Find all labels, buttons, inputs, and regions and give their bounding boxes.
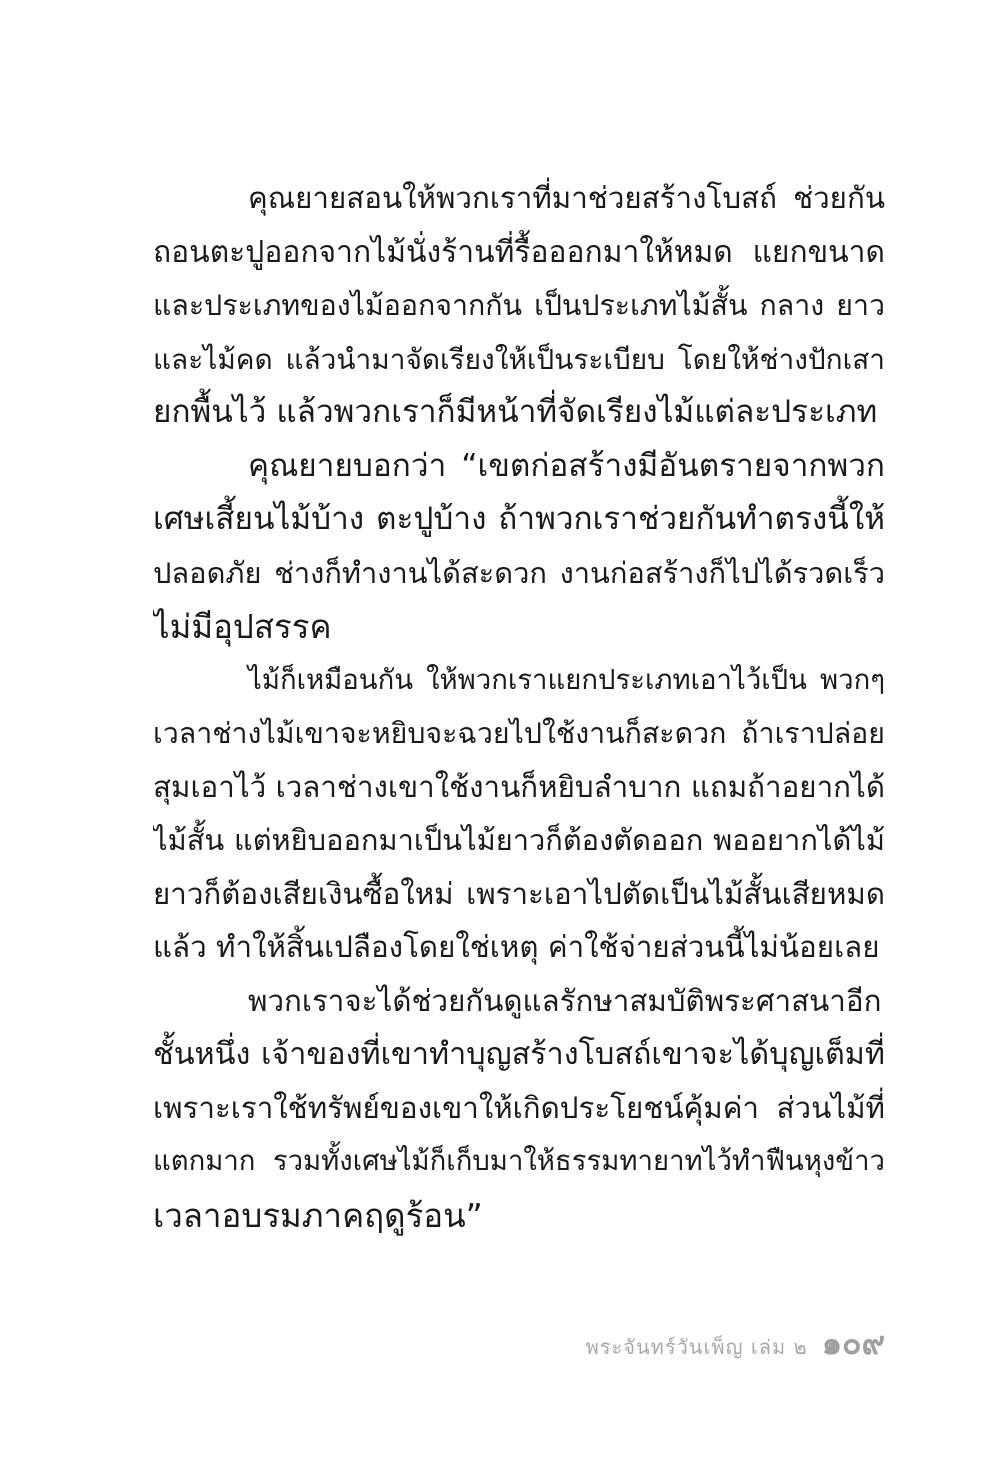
text-line: และประเภทของไม้ออกจากกัน เป็นประเภทไม้สั้น กลาง ยาว xyxy=(153,289,885,322)
text-line: แตกมาก รวมทั้งเศษไม้ก็เก็บมาให้ธรรมทายาทไว้ทำฟืนหุงข้าว xyxy=(153,1145,885,1177)
text-line: ไม่มีอุปสรรค xyxy=(153,607,332,646)
page-body xyxy=(153,172,885,1242)
text-line: ไม้ก็เหมือนกัน ให้พวกเราแยกประเภทเอาไว้เป็น พวกๆ xyxy=(248,663,885,696)
running-book-title: พระจันทร์วันเพ็ญ เล่ม ๒ xyxy=(585,1335,808,1359)
text-line: เพราะเราใช้ทรัพย์ของเขาให้เกิดประโยชน์คุ้มค่า ส่วนไม้ที่ xyxy=(153,1090,885,1125)
text-line: คุณยายบอกว่า “เขตก่อสร้างมีอันตรายจากพวก xyxy=(248,447,885,484)
text-line: ถอนตะปูออกจากไม้นั่งร้านที่รื้อออกมาให้หมด แยกขนาด xyxy=(153,234,885,270)
paragraph-4 xyxy=(153,975,885,1243)
text-line: และไม้คด แล้วนำมาจัดเรียงให้เป็นระเบียบ โดยให้ช่างปักเสา xyxy=(153,342,885,376)
text-line: ปลอดภัย ช่างก็ทำงานได้สะดวก งานก่อสร้างก็ไปได้รวดเร็ว xyxy=(153,555,885,590)
page-footer xyxy=(585,1318,885,1362)
text-line: สุมเอาไว้ เวลาช่างเขาใช้งานก็หยิบลำบาก แถมถ้าอยากได้ xyxy=(153,769,885,804)
paragraph-2 xyxy=(153,440,885,654)
text-line: ชั้นหนึ่ง เจ้าของที่เขาทำบุญสร้างโบสถ์เขาจะได้บุญเต็มที่ xyxy=(153,1037,885,1072)
page-number: ๑๐๙ xyxy=(821,1324,885,1362)
text-line: เวลาช่างไม้เขาจะหยิบจะฉวยไปใช้งานก็สะดวก ถ้าเราปล่อย xyxy=(153,717,885,750)
text-line: แล้ว ทำให้สิ้นเปลืองโดยใช่เหตุ ค่าใช้จ่ายส่วนนี้ไม่น้อยเลย xyxy=(153,930,880,964)
text-line: เวลาอบรมภาคฤดูร้อน” xyxy=(153,1195,483,1235)
paragraph-3 xyxy=(153,654,885,975)
text-line: คุณยายสอนให้พวกเราที่มาช่วยสร้างโบสถ์ ช่วยกัน xyxy=(248,181,885,215)
text-line: พวกเราจะได้ช่วยกันดูแลรักษาสมบัติพระศาสนาอีก xyxy=(248,983,882,1018)
text-line: เศษเสี้ยนไม้บ้าง ตะปูบ้าง ถ้าพวกเราช่วยกันทำตรงนี้ให้ xyxy=(153,501,885,537)
paragraph-1 xyxy=(153,172,885,440)
text-line: ยกพื้นไว้ แล้วพวกเราก็มีหน้าที่จัดเรียงไม้แต่ละประเภท xyxy=(153,394,878,430)
text-line: ยาวก็ต้องเสียเงินซื้อใหม่ เพราะเอาไปตัดเป็นไม้สั้นเสียหมด xyxy=(153,876,885,911)
text-line: ไม้สั้น แต่หยิบออกมาเป็นไม้ยาวก็ต้องตัดออก พออยากได้ไม้ xyxy=(153,823,885,857)
